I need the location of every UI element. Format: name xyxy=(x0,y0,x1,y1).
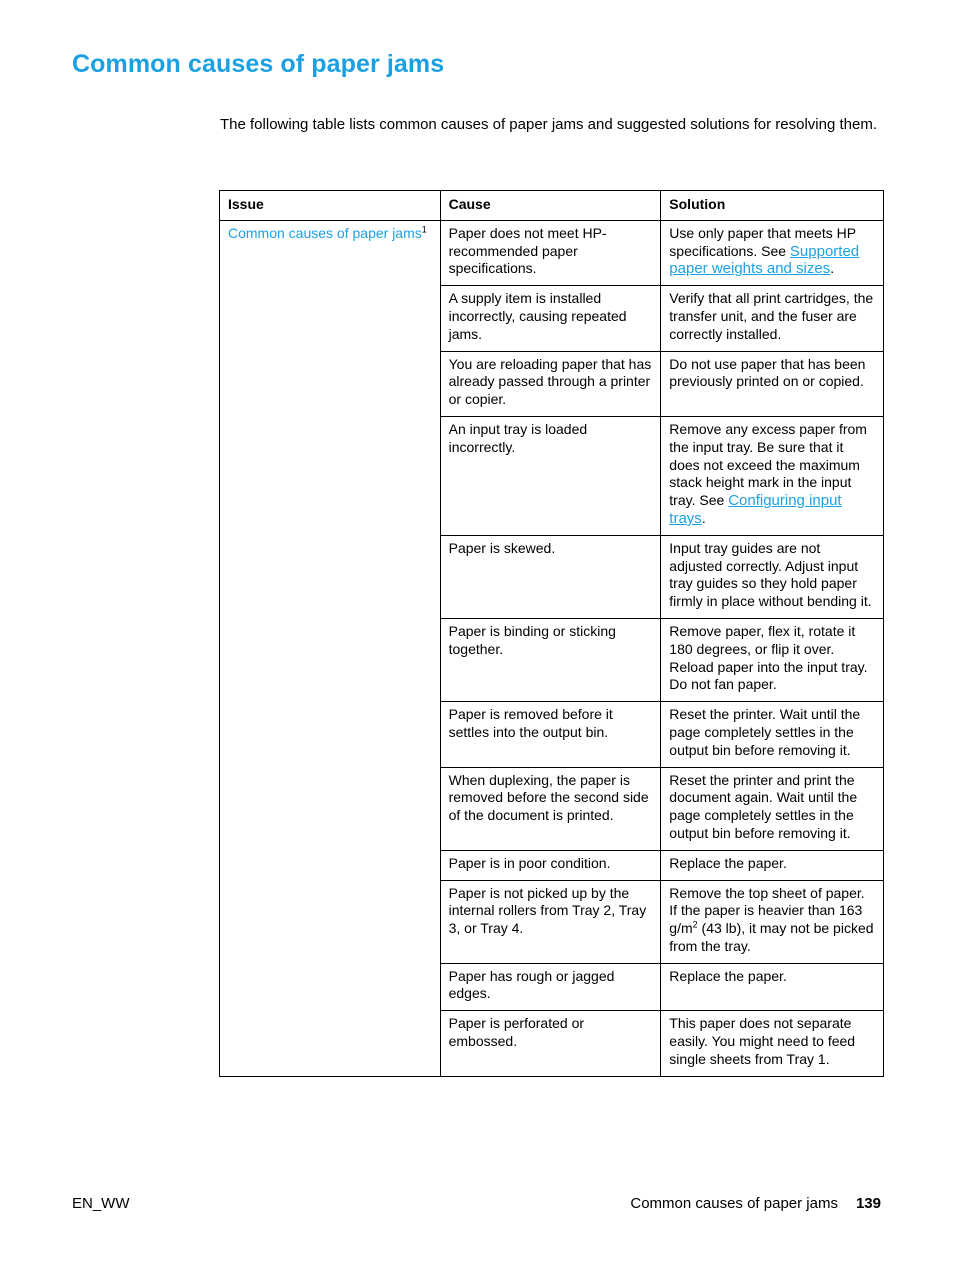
header-issue: Issue xyxy=(220,191,441,221)
solution-text: Remove the top sheet of paper. If the paper is heavier than 163 g/m xyxy=(669,884,865,937)
cause-cell: Paper does not meet HP-recommended paper specifications. xyxy=(440,220,661,285)
solution-cell xyxy=(661,416,884,535)
table-row xyxy=(220,220,884,285)
solution-text: Use only paper that meets HP specifications. See xyxy=(669,224,856,259)
solution-text-end: . xyxy=(701,509,706,526)
solution-cell: Reset the printer. Wait until the page completely settles in the output bin before removing it. xyxy=(661,702,884,767)
solution-text-end: (43 lb), it may not be picked from the tray. xyxy=(669,920,874,954)
solution-cell: Replace the paper. xyxy=(661,963,884,1011)
configuring-trays-link[interactable]: Configuring input trays xyxy=(669,492,842,527)
footer-right xyxy=(630,1195,881,1212)
footer-section: Common causes of paper jams xyxy=(630,1195,838,1212)
cause-cell: You are reloading paper that has already passed through a printer or copier. xyxy=(440,351,661,416)
table-header-row xyxy=(220,191,884,221)
cause-cell: Paper is perforated or embossed. xyxy=(440,1011,661,1076)
solution-cell: Verify that all print cartridges, the transfer unit, and the fuser are correctly installed. xyxy=(661,286,884,351)
header-cause: Cause xyxy=(440,191,661,221)
issue-cell xyxy=(220,220,441,1076)
solution-cell: Replace the paper. xyxy=(661,850,884,880)
cause-cell: When duplexing, the paper is removed before the second side of the document is printed. xyxy=(440,767,661,850)
solution-cell: Remove paper, flex it, rotate it 180 degrees, or flip it over. Reload paper into the input tray. Do not fan paper. xyxy=(661,618,884,701)
solution-cell: This paper does not separate easily. You might need to feed single sheets from Tray 1. xyxy=(661,1011,884,1076)
cause-cell: Paper is binding or sticking together. xyxy=(440,618,661,701)
issue-footnote: 1 xyxy=(421,224,427,235)
issue-link[interactable]: Common causes of paper jams xyxy=(228,224,422,241)
cause-cell: A supply item is installed incorrectly, causing repeated jams. xyxy=(440,286,661,351)
solution-text: Remove any excess paper from the input tray. Be sure that it does not exceed the maximum stack height mark in the input tray. See xyxy=(669,420,867,509)
paper-jam-table xyxy=(219,190,884,1077)
solution-cell: Input tray guides are not adjusted correctly. Adjust input tray guides so they hold paper firmly in place without bending it. xyxy=(661,535,884,618)
supported-paper-link[interactable]: Supported paper weights and sizes xyxy=(669,242,860,278)
solution-cell xyxy=(661,880,884,963)
solution-cell xyxy=(661,220,884,285)
header-solution: Solution xyxy=(661,191,884,221)
cause-cell: Paper is in poor condition. xyxy=(440,850,661,880)
solution-cell: Do not use paper that has been previously printed on or copied. xyxy=(661,351,884,416)
page-number: 139 xyxy=(855,1195,881,1212)
superscript: 2 xyxy=(692,919,698,930)
page-title: Common causes of paper jams xyxy=(72,50,445,78)
cause-cell: An input tray is loaded incorrectly. xyxy=(440,416,661,535)
footer-locale: EN_WW xyxy=(72,1195,130,1212)
solution-text-end: . xyxy=(830,260,835,277)
intro-paragraph: The following table lists common causes of paper jams and suggested solutions for resolving them. xyxy=(220,116,878,133)
cause-cell: Paper has rough or jagged edges. xyxy=(440,963,661,1011)
cause-cell: Paper is not picked up by the internal rollers from Tray 2, Tray 3, or Tray 4. xyxy=(440,880,661,963)
cause-cell: Paper is removed before it settles into the output bin. xyxy=(440,702,661,767)
solution-cell: Reset the printer and print the document again. Wait until the page completely settles in the output bin before removing it. xyxy=(661,767,884,850)
cause-cell: Paper is skewed. xyxy=(440,535,661,618)
